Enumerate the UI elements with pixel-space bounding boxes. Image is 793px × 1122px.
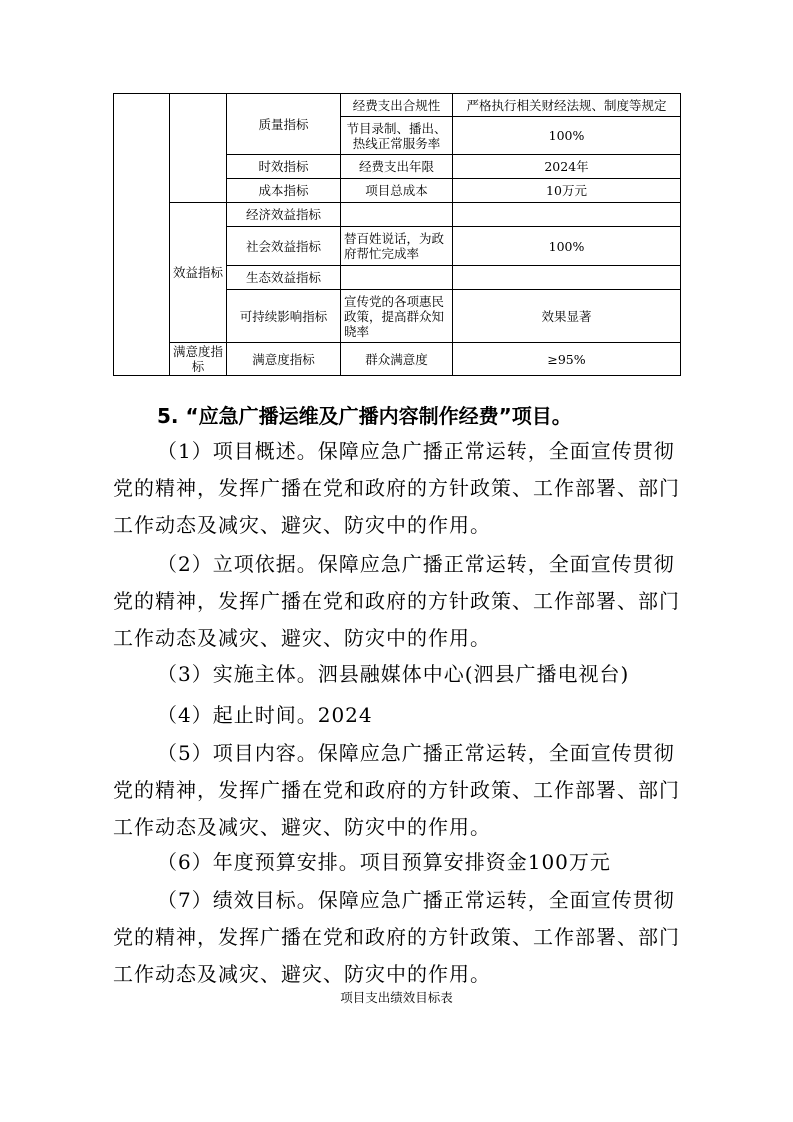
paragraph-overview: （1）项目概述。保障应急广播正常运转，全面宣传贯彻党的精神，发挥广播在党和政府的方针政策、工作部署、部门工作动态及减灾、避灾、防灾中的作用。 (113, 439, 680, 537)
table-cell: 群众满意度 (341, 343, 453, 376)
table-cell: 社会效益指标 (227, 227, 341, 266)
table-cell: 10万元 (453, 179, 681, 203)
table-cell: 经济效益指标 (227, 203, 341, 227)
table-cell-output-col (170, 94, 227, 203)
table-row (114, 203, 681, 227)
paragraph-goal: （7）绩效目标。保障应急广播正常运转，全面宣传贯彻党的精神，发挥广播在党和政府的方针政策、工作部署、部门工作动态及减灾、避灾、防灾中的作用。 (113, 888, 680, 986)
table-cell: 经费支出合规性 (341, 94, 453, 117)
paragraph-content: （5）项目内容。保障应急广播正常运转，全面宣传贯彻党的精神，发挥广播在党和政府的方针政策、工作部署、部门工作动态及减灾、避灾、防灾中的作用。 (113, 741, 680, 839)
table-cell (453, 266, 681, 290)
paragraph-period: （4）起止时间。2024 (157, 703, 373, 727)
table-cell-satisfaction-indicator: 满意度指标 (170, 343, 227, 376)
table-cell: 替百姓说话，为政府帮忙完成率 (341, 227, 453, 266)
table-cell-project-col (114, 94, 170, 376)
table-cell: 可持续影响指标 (227, 290, 341, 343)
paragraph-basis: （2）立项依据。保障应急广播正常运转，全面宣传贯彻党的精神，发挥广播在党和政府的方针政策、工作部署、部门工作动态及减灾、避灾、防灾中的作用。 (113, 552, 680, 650)
paragraph-budget: （6）年度预算安排。项目预算安排资金100万元 (157, 850, 611, 874)
performance-table (113, 93, 681, 376)
table-cell: 2024年 (453, 155, 681, 179)
table-row (114, 343, 681, 376)
table-cell: 生态效益指标 (227, 266, 341, 290)
table-cell: 节目录制、播出、热线正常服务率 (341, 117, 453, 155)
table-cell: 严格执行相关财经法规、制度等规定 (453, 94, 681, 117)
table-cell: 宣传党的各项惠民政策，提高群众知晓率 (341, 290, 453, 343)
table-cell: 经费支出年限 (341, 155, 453, 179)
table-caption: 项目支出绩效目标表 (340, 990, 453, 1005)
table-cell: 满意度指标 (227, 343, 341, 376)
table-cell-benefit-indicator: 效益指标 (170, 203, 227, 343)
table-cell (453, 203, 681, 227)
table-cell: 项目总成本 (341, 179, 453, 203)
table-cell: 100% (453, 117, 681, 155)
table-cell-quality-indicator: 质量指标 (227, 94, 341, 155)
table-cell (341, 266, 453, 290)
table-cell: 成本指标 (227, 179, 341, 203)
table-cell (341, 203, 453, 227)
section-heading: 5. “应急广播运维及广播内容制作经费”项目。 (157, 404, 572, 428)
table-cell: 100% (453, 227, 681, 266)
table-cell: ≥95% (453, 343, 681, 376)
table-cell: 时效指标 (227, 155, 341, 179)
table-row (114, 94, 681, 117)
paragraph-implementer: （3）实施主体。泗县融媒体中心(泗县广播电视台) (157, 662, 630, 686)
table-cell: 效果显著 (453, 290, 681, 343)
